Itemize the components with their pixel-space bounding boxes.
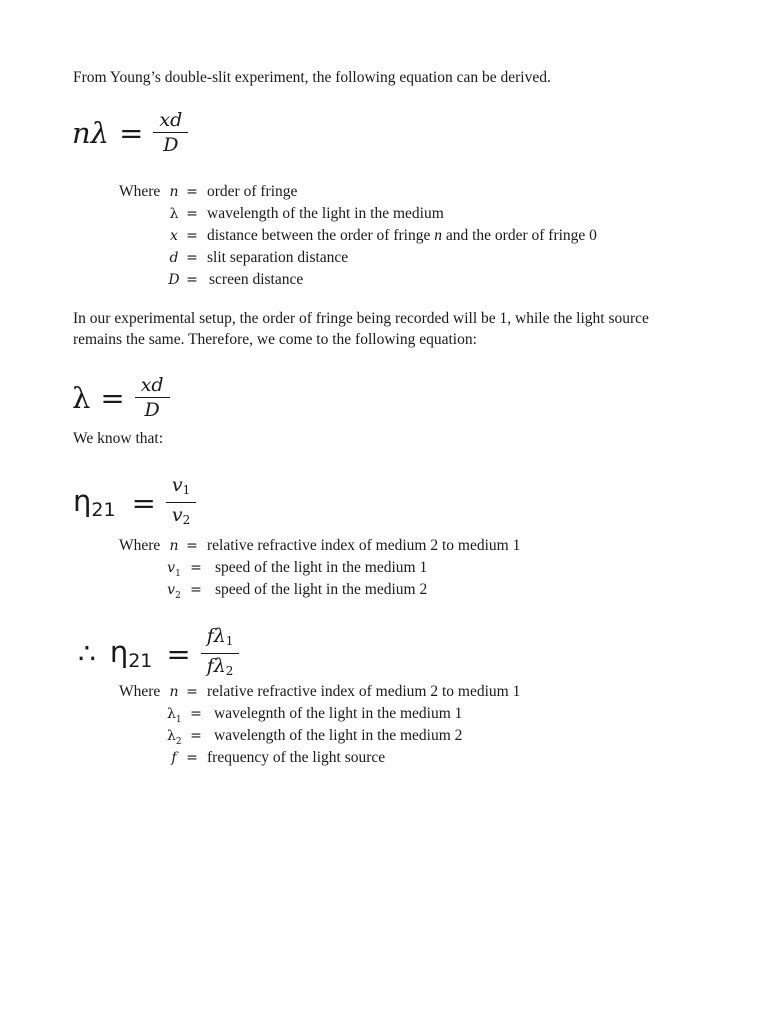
definition-equals: = — [190, 706, 202, 722]
eta-subscript: 21 — [91, 499, 116, 522]
symbol-subscript: 2 — [175, 590, 181, 601]
definition-text: frequency of the light source — [207, 749, 386, 766]
definition-text: slit separation distance — [207, 249, 349, 266]
where-label: Where — [119, 537, 161, 554]
fraction — [166, 473, 196, 532]
definition-equals: = — [186, 228, 198, 244]
definition-equals: = — [186, 684, 198, 700]
therefore-symbol: ∴ — [78, 637, 96, 671]
symbol-base: λ — [167, 706, 176, 722]
equation-lhs — [73, 484, 116, 521]
know-paragraph: We know that: — [73, 430, 164, 447]
symbol-subscript: 1 — [175, 568, 181, 579]
numerator-symbol: fλ — [206, 625, 226, 647]
numerator-subscript: 1 — [182, 483, 191, 497]
symbol-subscript: 1 — [175, 714, 182, 725]
definition-symbol — [167, 579, 181, 607]
definition-symbol: x — [170, 228, 178, 244]
fraction-numerator — [166, 473, 196, 502]
definition-equals: = — [186, 750, 198, 766]
symbol-base: v — [167, 582, 176, 598]
fraction-numerator: xd — [140, 374, 164, 396]
fraction-denominator — [201, 654, 240, 683]
definition-equals: = — [186, 272, 198, 288]
definition-symbol: n — [169, 184, 179, 200]
definition-text: relative refractive index of medium 2 to medium 1 — [207, 683, 521, 700]
eta-subscript: 21 — [128, 650, 153, 673]
equals-sign: = — [166, 636, 191, 671]
definition-equals: = — [190, 728, 202, 744]
eta-symbol: η — [109, 635, 129, 670]
fraction-denominator: D — [163, 134, 179, 157]
definition-equals: = — [186, 250, 198, 266]
fraction — [201, 624, 240, 683]
symbol-subscript: 2 — [175, 736, 182, 747]
definition-equals: = — [186, 538, 198, 554]
definition-text-part: and the order of fringe 0 — [441, 227, 597, 244]
equation-lhs: λ — [72, 380, 91, 415]
definition-equals: = — [186, 206, 198, 222]
numerator-subscript: 1 — [225, 634, 234, 648]
fraction-numerator: xd — [159, 109, 183, 131]
intro-paragraph: From Young’s double-slit experiment, the following equation can be derived. — [73, 69, 551, 86]
fraction-denominator — [166, 503, 196, 532]
definition-symbol: d — [169, 250, 179, 266]
definition-equals: = — [186, 184, 198, 200]
definition-equals: = — [190, 582, 202, 598]
where-label: Where — [119, 683, 161, 700]
definition-symbol: λ — [169, 206, 179, 222]
definition-text: wavelength of the light in the medium 2 — [214, 727, 463, 744]
equation-young — [72, 108, 188, 157]
fraction — [135, 373, 170, 422]
fraction-denominator: D — [144, 399, 160, 422]
definition-equals: = — [190, 560, 202, 576]
definition-text: speed of the light in the medium 2 — [215, 581, 428, 598]
equation-lhs — [110, 635, 153, 672]
equation-wavelength — [72, 373, 170, 422]
equals-sign: = — [131, 485, 156, 520]
definition-text — [207, 225, 597, 247]
definition-text: relative refractive index of medium 2 to medium 1 — [207, 537, 521, 554]
definition-text: screen distance — [209, 271, 304, 288]
numerator-symbol: v — [171, 474, 183, 496]
denominator-symbol: fλ — [206, 655, 226, 678]
definition-text-italic: n — [434, 227, 442, 244]
definition-text-part: distance between the order of fringe — [207, 227, 435, 244]
definition-symbol: f — [171, 750, 177, 766]
definition-symbol: D — [168, 272, 180, 288]
definition-symbol: n — [169, 538, 179, 554]
fraction — [153, 108, 188, 157]
denominator-subscript: 2 — [225, 664, 234, 679]
equation-refractive-wavelength — [78, 624, 239, 683]
symbol-base: λ — [167, 728, 176, 744]
equals-sign: = — [119, 115, 144, 150]
equation-refractive-speed — [73, 473, 196, 532]
eta-symbol: η — [73, 484, 92, 519]
where-label: Where — [119, 183, 161, 200]
definition-text: order of fringe — [207, 183, 298, 200]
fraction-numerator — [201, 624, 240, 653]
definition-symbol: n — [169, 684, 179, 700]
definition-text: wavelength of the light in the medium — [207, 205, 444, 222]
equation-lhs: nλ — [72, 115, 110, 150]
definition-text: speed of the light in the medium 1 — [215, 559, 428, 576]
definition-text: wavelegnth of the light in the medium 1 — [214, 705, 463, 722]
equals-sign: = — [100, 380, 125, 415]
denominator-symbol: v — [171, 504, 183, 527]
symbol-base: v — [167, 560, 176, 576]
setup-paragraph: In our experimental setup, the order of fringe being recorded will be 1, while the light source remains the same. Therefore, we come to the following equation: — [73, 310, 649, 348]
denominator-subscript: 2 — [182, 513, 191, 528]
